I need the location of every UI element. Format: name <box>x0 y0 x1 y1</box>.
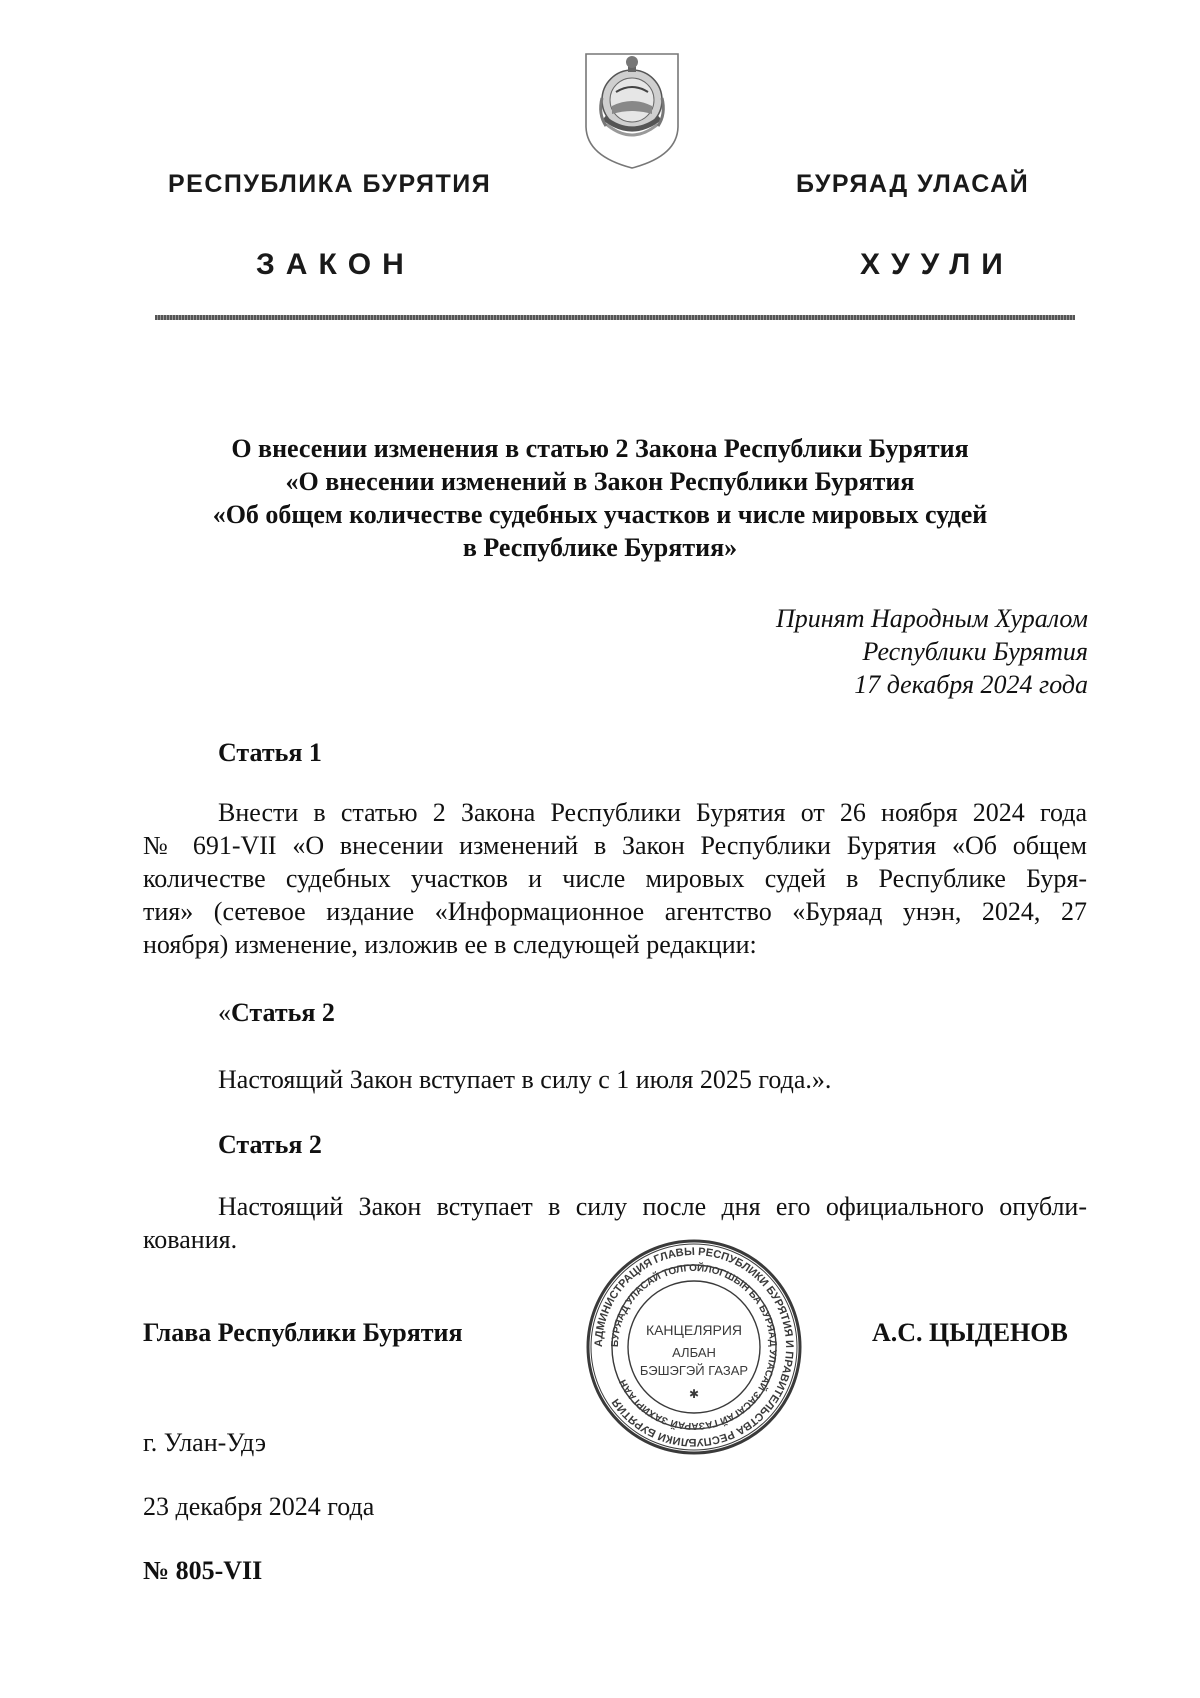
seal-center-line: АЛБАН <box>672 1345 716 1360</box>
signing-date: 23 декабря 2024 года <box>143 1492 375 1521</box>
quoted-article-heading <box>218 996 335 1029</box>
seal-outer-text: АДМИНИСТРАЦИЯ ГЛАВЫ РЕСПУБЛИКИ БУРЯТИЯ И ПРАВИТЕЛЬСТВА РЕСПУБЛИКИ БУРЯТИЯ <box>592 1245 796 1449</box>
article-1-line: Внести в статью 2 Закона Республики Бурятия от 26 ноября 2024 года <box>218 798 1087 827</box>
title-line: О внесении изменения в статью 2 Закона Республики Бурятия <box>231 434 969 463</box>
law-number: № 805-VII <box>143 1556 263 1585</box>
article-2-heading: Статья 2 <box>218 1130 322 1159</box>
title-line: «Об общем количестве судебных участков и числе мировых судей <box>212 500 988 529</box>
law-label-buryat: ХУУЛИ <box>860 248 1014 281</box>
signatory-name: А.С. ЦЫДЕНОВ <box>872 1318 1068 1347</box>
adoption-note <box>776 602 1088 701</box>
seal-center-line: КАНЦЕЛЯРИЯ <box>645 1322 743 1338</box>
signing-city: г. Улан-Удэ <box>143 1428 267 1457</box>
quoted-article-open-quote: « <box>218 998 231 1027</box>
quoted-article-text: Настоящий Закон вступает в силу с 1 июля 2025 года.». <box>218 1065 832 1094</box>
quoted-article-heading-text: Статья 2 <box>231 998 335 1027</box>
adoption-line: Республики Бурятия <box>862 637 1088 666</box>
seal-center-line: БЭШЭГЭЙ ГАЗАР <box>639 1363 749 1378</box>
article-1-line: ноября) изменение, изложив ее в следующей редакции: <box>143 930 757 959</box>
official-seal <box>585 1238 803 1456</box>
republic-name-russian: РЕСПУБЛИКА БУРЯТИЯ <box>168 170 492 198</box>
law-label-russian: ЗАКОН <box>256 248 415 281</box>
article-1-line: тия» (сетевое издание «Информационное агентство «Буряад унэн, 2024, 27 <box>143 897 1087 926</box>
article-1-heading: Статья 1 <box>218 738 322 767</box>
article-2-line: Настоящий Закон вступает в силу после дня его официального опубли- <box>218 1192 1087 1221</box>
article-1-body <box>143 796 1087 961</box>
seal-inner-text: БУРЯАД УЛАСАЙ ТОЛГОЙЛОГШЫН БА БУРЯАД УЛАСАЙ ЗАСАГАЙ ГАЗАРАЙ ЗАХИРГААН <box>609 1262 779 1432</box>
document-title <box>160 432 1040 564</box>
republic-name-buryat: БУРЯАД УЛАСАЙ <box>796 170 1030 198</box>
article-1-line: количестве судебных участков и числе мировых судей в Республике Буря- <box>143 864 1087 893</box>
title-line: в Республике Бурятия» <box>462 533 738 562</box>
adoption-line: Принят Народным Хуралом <box>775 604 1088 633</box>
adoption-line: 17 декабря 2024 года <box>854 670 1088 699</box>
article-1-line: № 691-VII «О внесении изменений в Закон Республики Бурятия «Об общем <box>143 831 1087 860</box>
seal-star-icon: ✱ <box>688 1387 700 1401</box>
article-2-line: кования. <box>143 1225 238 1254</box>
signatory-title: Глава Республики Бурятия <box>143 1318 463 1347</box>
header-divider <box>155 315 1075 320</box>
coat-of-arms-emblem <box>582 48 682 170</box>
title-line: «О внесении изменений в Закон Республики Бурятия <box>285 467 915 496</box>
